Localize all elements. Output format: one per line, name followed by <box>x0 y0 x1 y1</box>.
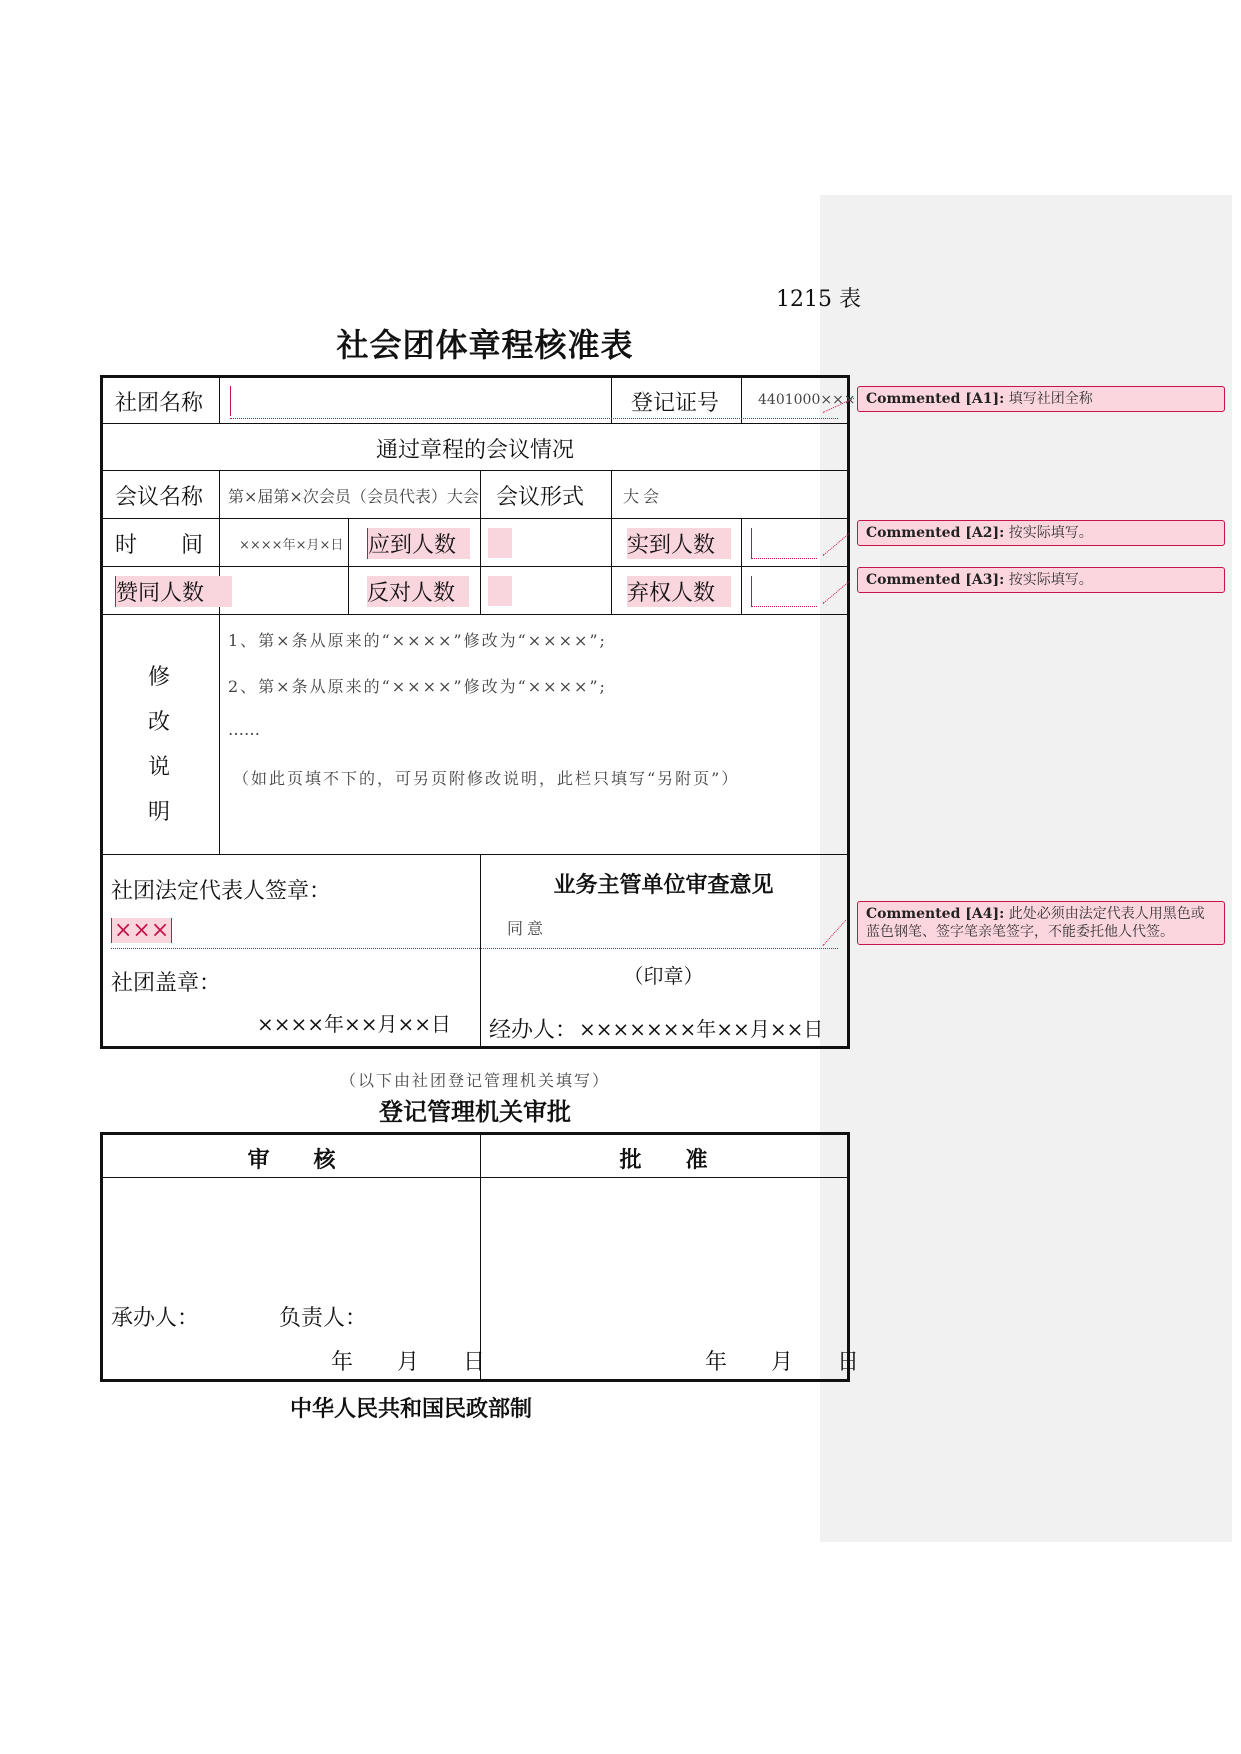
revision-line-1: 1、第×条从原来的“××××”修改为“××××”; <box>228 631 607 650</box>
revision-label: 修 改 说 明 <box>148 665 171 825</box>
footer-issuer: 中华人民共和国民政部制 <box>290 1396 533 1422</box>
org-name-label: 社团名称 <box>115 391 204 416</box>
legal-rep-label: 社团法定代表人签章： <box>111 879 332 904</box>
reg-no-value[interactable]: 4401000××× <box>758 392 856 408</box>
org-date: ××××年××月××日 <box>257 1012 452 1036</box>
meeting-section-header: 通过章程的会议情况 <box>375 438 574 463</box>
approval-table <box>100 1132 860 1382</box>
revision-line-3: …… <box>228 720 260 739</box>
responsible-label: 负责人： <box>279 1306 368 1331</box>
registration-note: （以下由社团登记管理机关填写） <box>339 1071 610 1090</box>
form-number: 1215 表 <box>776 287 861 312</box>
page-title: 社会团体章程核准表 <box>336 326 634 364</box>
comment-a2[interactable]: Commented [A2]: 按实际填写。 <box>857 520 1225 546</box>
org-name-field[interactable] <box>230 386 231 416</box>
expected-count-field[interactable] <box>488 528 512 558</box>
revision-line-2: 2、第×条从原来的“××××”修改为“××××”; <box>228 677 607 696</box>
supervisor-header: 业务主管单位审查意见 <box>553 872 774 898</box>
meeting-name-value[interactable]: 第×届第×次会员（会员代表）大会 <box>228 487 479 506</box>
time-value[interactable]: ××××年×月×日 <box>239 538 344 553</box>
approve-count-label: 赞同人数 <box>115 576 232 607</box>
oppose-count-field[interactable] <box>488 576 512 606</box>
supervisor-opinion[interactable]: 同意 <box>507 919 548 938</box>
charter-approval-table <box>100 375 856 1049</box>
comment-a3[interactable]: Commented [A3]: 按实际填写。 <box>857 567 1225 593</box>
meeting-form-value[interactable]: 大会 <box>623 487 664 506</box>
date-left: 年 月 日 <box>331 1350 486 1375</box>
meeting-form-label: 会议形式 <box>496 485 585 510</box>
legal-rep-signature[interactable]: ××× <box>111 918 172 943</box>
meeting-name-label: 会议名称 <box>115 485 204 510</box>
comment-a4[interactable]: Commented [A4]: 此处必须由法定代表人用黑色或蓝色钢笔、签字笔亲笔签字，不能委托他人代签。 <box>857 901 1225 945</box>
expected-count-label: 应到人数 <box>367 528 470 559</box>
seal-label: 社团盖章： <box>111 971 222 996</box>
revision-note: （如此页填不下的，可另页附修改说明，此栏只填写“另附页”） <box>233 769 740 788</box>
time-label: 时 间 <box>115 533 204 558</box>
abstain-count-field[interactable] <box>751 576 752 606</box>
approve-header: 批 准 <box>619 1147 708 1173</box>
actual-count-label: 实到人数 <box>627 528 731 559</box>
actual-count-field[interactable] <box>751 528 752 558</box>
comment-a1[interactable]: Commented [A1]: 填写社团全称 <box>857 386 1225 412</box>
review-header: 审 核 <box>247 1147 336 1173</box>
handler-date: ×××××××年××月××日 <box>579 1017 824 1041</box>
undertaker-label: 承办人： <box>111 1306 200 1331</box>
oppose-count-label: 反对人数 <box>367 576 469 607</box>
abstain-count-label: 弃权人数 <box>627 576 731 607</box>
stamp-label: （印章） <box>623 964 704 988</box>
handler-label: 经办人： <box>489 1018 578 1043</box>
date-right: 年 月 日 <box>705 1350 860 1375</box>
reg-no-label: 登记证号 <box>631 391 720 416</box>
registration-title: 登记管理机关审批 <box>379 1097 571 1126</box>
